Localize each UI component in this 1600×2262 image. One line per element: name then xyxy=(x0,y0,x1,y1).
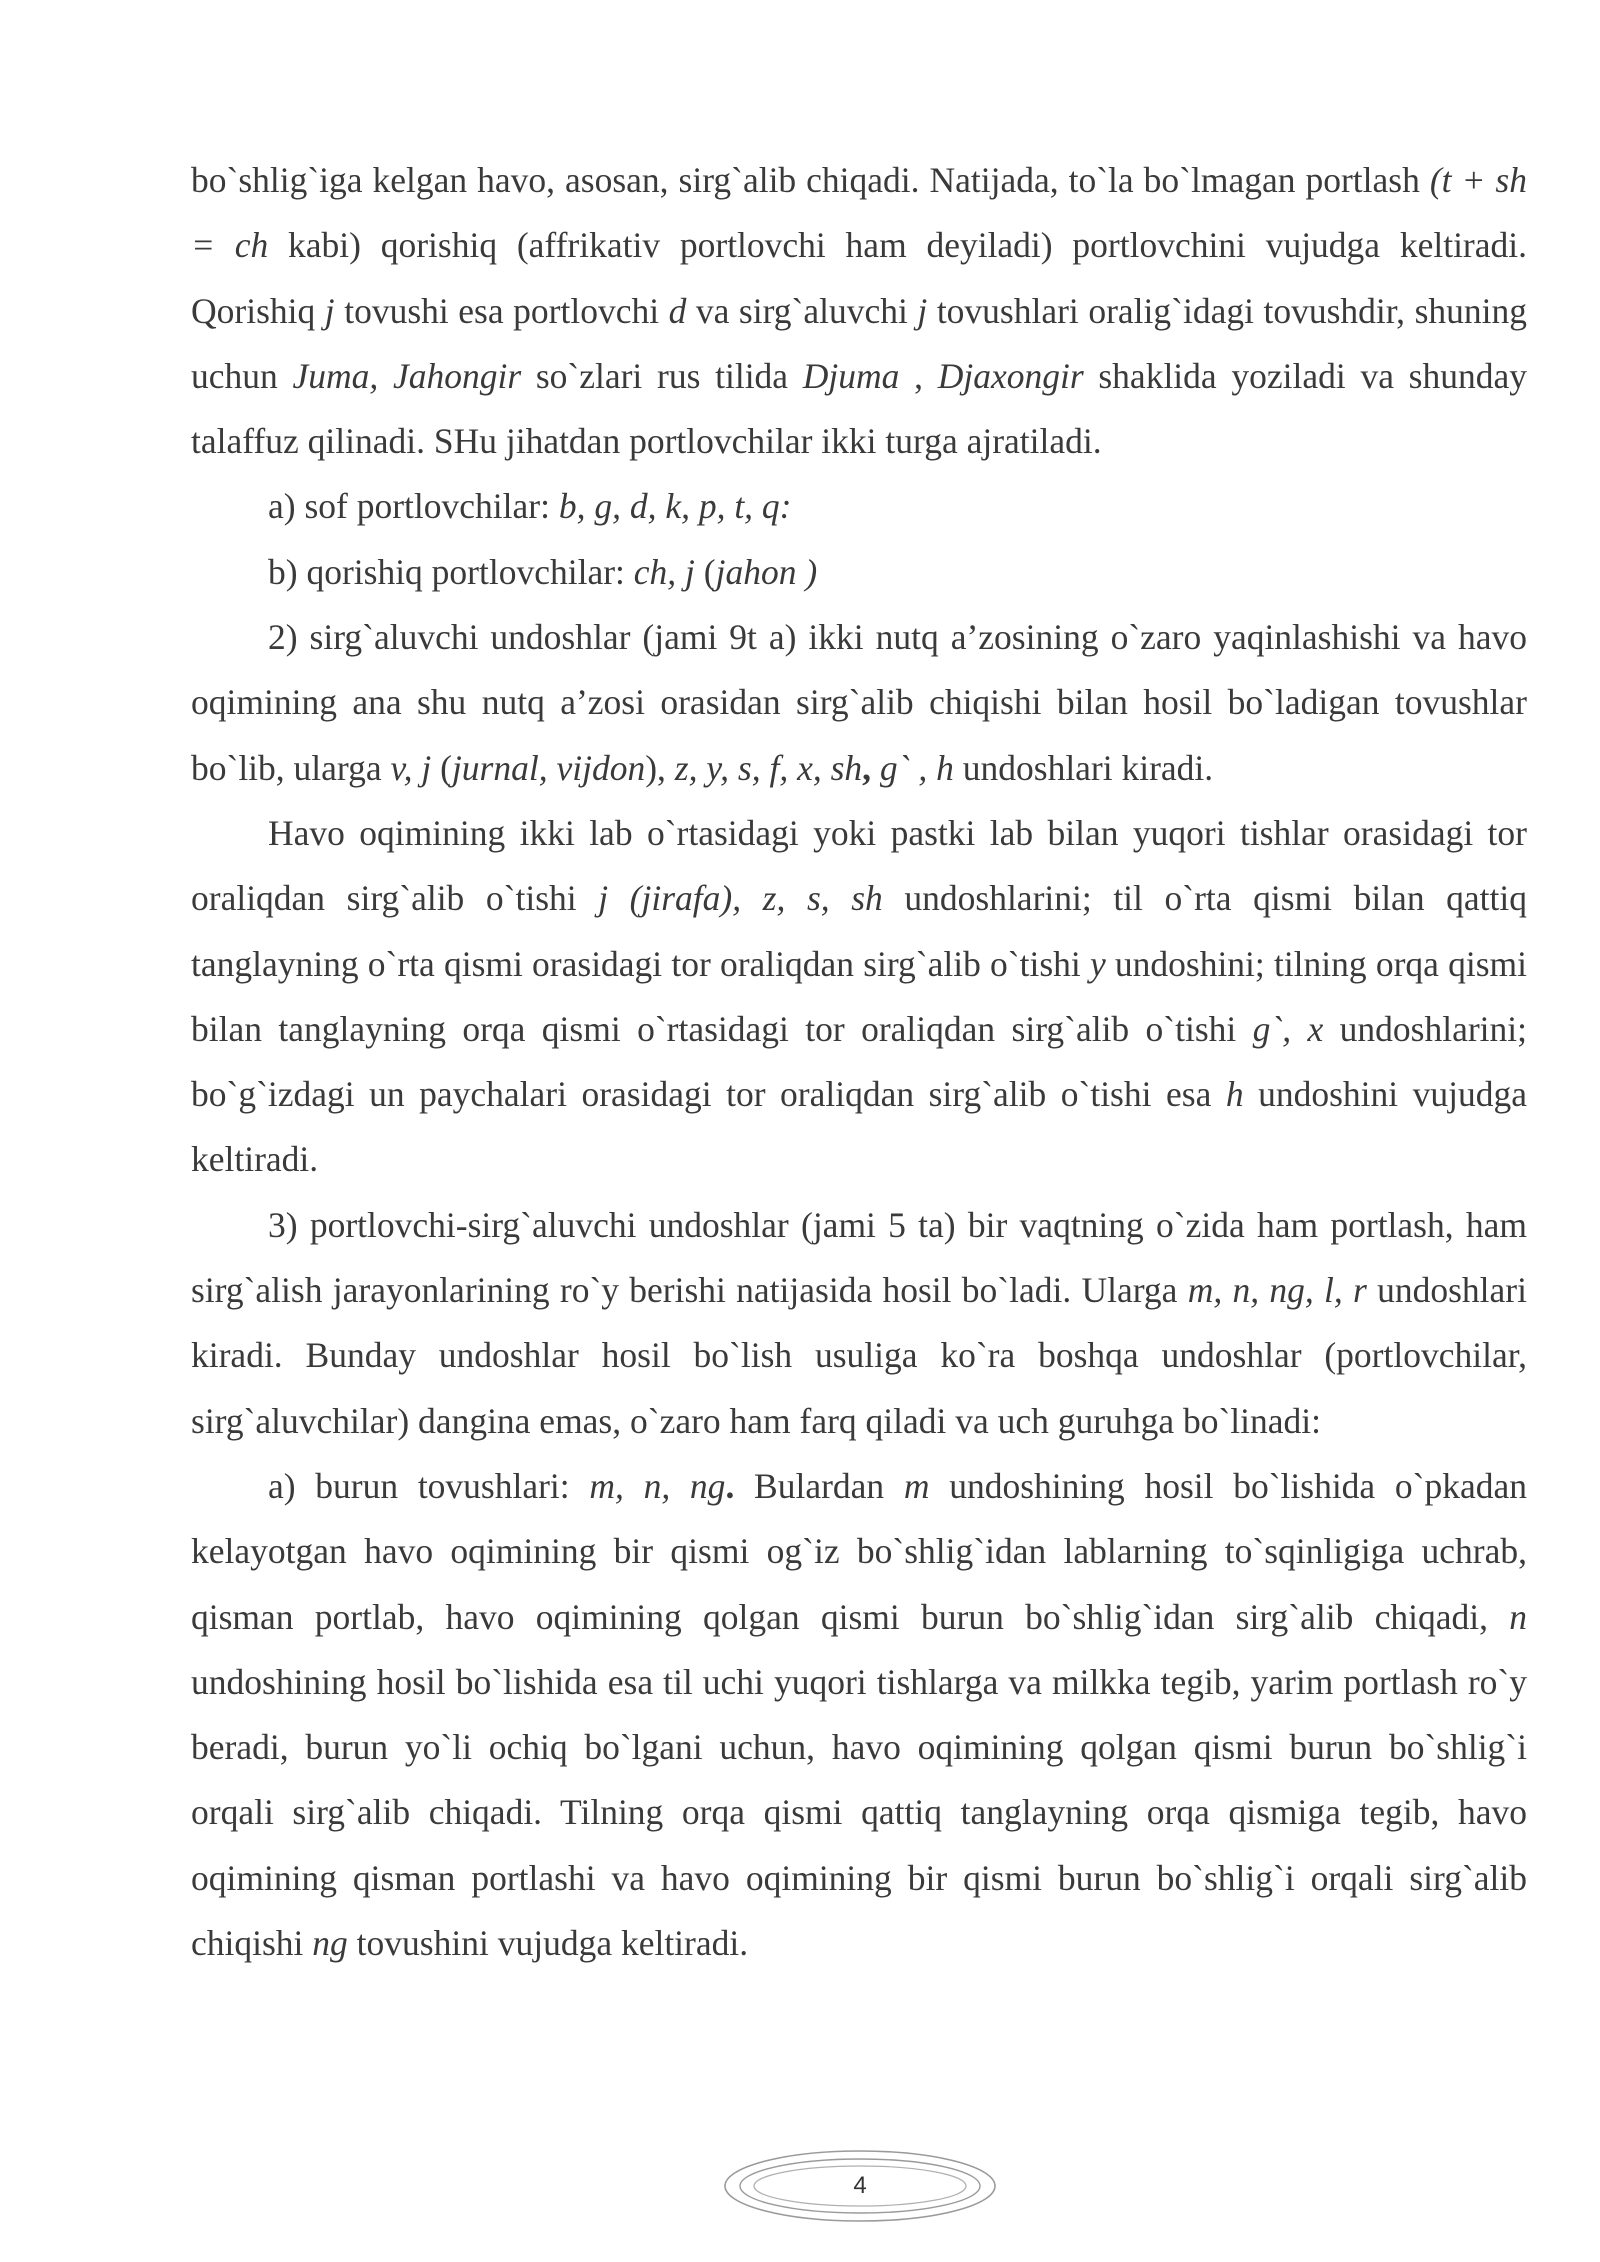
page-number-badge xyxy=(722,2148,998,2224)
paragraph-2: 2) sirg`aluvchi undoshlar (jami 9t a) ikki nutq a’zosining o`zaro yaqinlashishi va havo oqimining ana shu nutq a’zosi orasidan sirg`alib chiqishi bilan hosil bo`ladigan tovushlar bo`lib, ularga v, j (jurnal, vijdon), z, y, s, f, x, sh, g` , h undoshlari kiradi. xyxy=(191,617,1527,788)
list-item-a: a) sof portlovchilar: b, g, d, k, p, t, q: xyxy=(268,486,792,527)
list-item-b: b) qorishiq portlovchilar: ch, j (jahon ) xyxy=(268,551,818,592)
paragraph-4: 3) portlovchi-sirg`aluvchi undoshlar (jami 5 ta) bir vaqtning o`zida ham portlash, ham sirg`alish jarayonlarining ro`y berishi natijasida hosil bo`ladi. Ularga m, n, ng, l, r undoshlari kiradi. Bunday undoshlar hosil bo`lish usuliga ko`ra boshqa undoshlar (portlovchilar, sirg`aluvchilar) dangina emas, o`zaro ham farq qiladi va uch guruhga bo`linadi: xyxy=(191,1204,1527,1441)
body-text xyxy=(191,148,1527,1976)
paragraph-3: Havo oqimining ikki lab o`rtasidagi yoki pastki lab bilan yuqori tishlar orasidagi tor oraliqdan sirg`alib o`tishi j (jirafa), z, s, sh undoshlarini; til o`rta qismi bilan qattiq tanglayning o`rta qismi orasidagi tor oraliqdan sirg`alib o`tishi y undoshini; tilning orqa qismi bilan tanglayning orqa qismi o`rtasidagi tor oraliqdan sirg`alib o`tishi g`, x undoshlarini; bo`g`izdagi un paychalari orasidagi tor oraliqdan sirg`alib o`tishi esa h undoshini vujudga keltiradi. xyxy=(191,812,1527,1180)
page-number: 4 xyxy=(853,2172,867,2199)
paragraph-1: bo`shlig`iga kelgan havo, asosan, sirg`alib chiqadi. Natijada, to`la bo`lmagan portlash (t + sh = ch kabi) qorishiq (affrikativ portlovchi ham deyiladi) portlovchini vujudga keltiradi. Qorishiq j tovushi esa portlovchi d va sirg`aluvchi j tovushlari oralig`idagi tovushdir, shuning uchun Juma, Jahongir so`zlari rus tilida Djuma , Djaxongir shaklida yoziladi va shunday talaffuz qilinadi. SHu jihatdan portlovchilar ikki turga ajratiladi. xyxy=(191,160,1528,462)
paragraph-5: a) burun tovushlari: m, n, ng. Bulardan m undoshining hosil bo`lishida o`pkadan kelayotgan havo oqimining bir qismi og`iz bo`shlig`idan lablarning to`sqinligiga uchrab, qisman portlab, havo oqimining qolgan qismi burun bo`shlig`idan sirg`alib chiqadi, n undoshining hosil bo`lishida esa til uchi yuqori tishlarga va milkka tegib, yarim portlash ro`y beradi, burun yo`li ochiq bo`lgani uchun, havo oqimining qolgan qismi burun bo`shlig`i orqali sirg`alib chiqadi. Tilning orqa qismi qattiq tanglayning orqa qismiga tegib, havo oqimining qisman portlashi va havo oqimining bir qismi burun bo`shlig`i orqali sirg`alib chiqishi ng tovushini vujudga keltiradi. xyxy=(191,1465,1527,1964)
